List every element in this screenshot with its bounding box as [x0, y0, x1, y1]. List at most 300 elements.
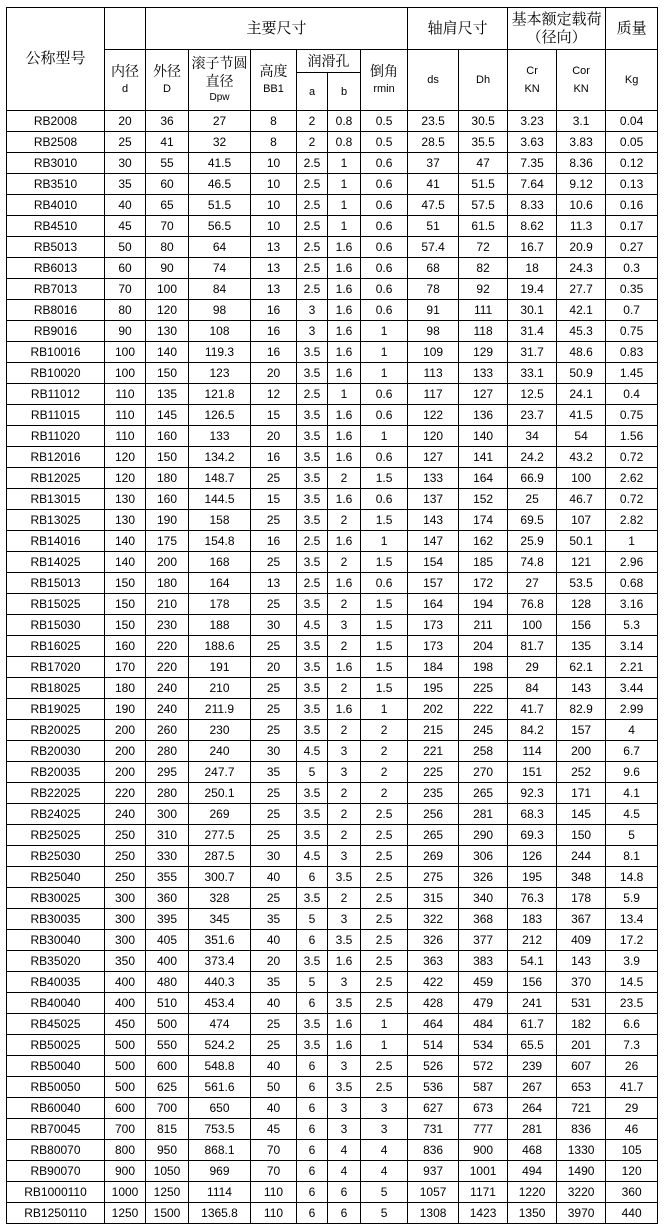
- value-cell: 184: [408, 657, 459, 678]
- value-cell: 70: [251, 1161, 297, 1182]
- value-cell: 28.5: [408, 132, 459, 153]
- value-cell: 459: [459, 972, 508, 993]
- value-cell: 1423: [459, 1203, 508, 1224]
- value-cell: 190: [146, 510, 189, 531]
- value-cell: 450: [105, 1014, 146, 1035]
- value-cell: 290: [459, 825, 508, 846]
- value-cell: 3: [361, 1119, 408, 1140]
- value-cell: 367: [557, 909, 606, 930]
- header-lube-a: a: [297, 73, 328, 111]
- model-cell: RB50040: [7, 1056, 105, 1077]
- value-cell: 100: [105, 342, 146, 363]
- value-cell: 1000: [105, 1182, 146, 1203]
- value-cell: 600: [146, 1056, 189, 1077]
- value-cell: 195: [508, 867, 557, 888]
- model-cell: RB1250110: [7, 1203, 105, 1224]
- value-cell: 510: [146, 993, 189, 1014]
- table-row: [7, 720, 658, 741]
- value-cell: 222: [459, 699, 508, 720]
- value-cell: 8: [251, 111, 297, 132]
- value-cell: 25: [251, 468, 297, 489]
- value-cell: 150: [557, 825, 606, 846]
- value-cell: 137: [408, 489, 459, 510]
- value-cell: 45.3: [557, 321, 606, 342]
- value-cell: 0.72: [606, 447, 658, 468]
- value-cell: 1114: [189, 1182, 251, 1203]
- value-cell: 100: [105, 363, 146, 384]
- value-cell: 16.7: [508, 237, 557, 258]
- value-cell: 2: [328, 636, 361, 657]
- value-cell: 200: [557, 741, 606, 762]
- value-cell: 6: [297, 930, 328, 951]
- value-cell: 2.5: [361, 888, 408, 909]
- value-cell: 33.1: [508, 363, 557, 384]
- value-cell: 267: [508, 1077, 557, 1098]
- table-body: [7, 111, 658, 1224]
- value-cell: 15: [251, 405, 297, 426]
- value-cell: 36: [146, 111, 189, 132]
- value-cell: 25: [251, 888, 297, 909]
- value-cell: 3.5: [297, 468, 328, 489]
- value-cell: 500: [105, 1035, 146, 1056]
- table-row: [7, 1161, 658, 1182]
- value-cell: 328: [189, 888, 251, 909]
- model-cell: RB17020: [7, 657, 105, 678]
- value-cell: 26: [606, 1056, 658, 1077]
- value-cell: 6: [328, 1203, 361, 1224]
- table-row: [7, 573, 658, 594]
- value-cell: 25: [251, 720, 297, 741]
- value-cell: 6: [297, 1056, 328, 1077]
- value-cell: 275: [408, 867, 459, 888]
- value-cell: 607: [557, 1056, 606, 1077]
- value-cell: 3.63: [508, 132, 557, 153]
- value-cell: 0.6: [361, 573, 408, 594]
- value-cell: 1.6: [328, 951, 361, 972]
- value-cell: 368: [459, 909, 508, 930]
- value-cell: 3.5: [297, 1035, 328, 1056]
- value-cell: 123: [189, 363, 251, 384]
- value-cell: 2: [328, 783, 361, 804]
- value-cell: 126.5: [189, 405, 251, 426]
- header-mass: 质量: [606, 8, 658, 50]
- value-cell: 526: [408, 1056, 459, 1077]
- table-row: [7, 825, 658, 846]
- value-cell: 1.6: [328, 447, 361, 468]
- value-cell: 70: [251, 1140, 297, 1161]
- value-cell: 3.5: [297, 825, 328, 846]
- value-cell: 35: [251, 762, 297, 783]
- value-cell: 151: [508, 762, 557, 783]
- table-row: [7, 363, 658, 384]
- table-row: [7, 531, 658, 552]
- value-cell: 92.3: [508, 783, 557, 804]
- value-cell: 2.5: [297, 279, 328, 300]
- value-cell: 1500: [146, 1203, 189, 1224]
- model-cell: RB50025: [7, 1035, 105, 1056]
- value-cell: 464: [408, 1014, 459, 1035]
- value-cell: 50.9: [557, 363, 606, 384]
- value-cell: 3: [297, 300, 328, 321]
- value-cell: 315: [408, 888, 459, 909]
- value-cell: 3: [328, 909, 361, 930]
- header-cr: Cr KN: [508, 50, 557, 111]
- value-cell: 25: [251, 1035, 297, 1056]
- value-cell: 440.3: [189, 972, 251, 993]
- value-cell: 3.9: [606, 951, 658, 972]
- value-cell: 300: [105, 909, 146, 930]
- table-row: [7, 132, 658, 153]
- value-cell: 3: [328, 1056, 361, 1077]
- value-cell: 3.5: [297, 426, 328, 447]
- value-cell: 180: [146, 468, 189, 489]
- header-ds: ds: [408, 50, 459, 111]
- value-cell: 140: [459, 426, 508, 447]
- value-cell: 2: [328, 468, 361, 489]
- value-cell: 200: [105, 741, 146, 762]
- value-cell: 0.6: [361, 279, 408, 300]
- value-cell: 200: [105, 762, 146, 783]
- value-cell: 587: [459, 1077, 508, 1098]
- value-cell: 1.6: [328, 279, 361, 300]
- value-cell: 600: [105, 1098, 146, 1119]
- value-cell: 422: [408, 972, 459, 993]
- value-cell: 14.5: [606, 972, 658, 993]
- value-cell: 1.5: [361, 510, 408, 531]
- model-cell: RB2508: [7, 132, 105, 153]
- value-cell: 310: [146, 825, 189, 846]
- value-cell: 300: [105, 888, 146, 909]
- value-cell: 400: [105, 972, 146, 993]
- header-shoulder-dims: 轴肩尺寸: [408, 8, 508, 50]
- value-cell: 111: [459, 300, 508, 321]
- value-cell: 133: [189, 426, 251, 447]
- value-cell: 200: [146, 552, 189, 573]
- value-cell: 110: [251, 1203, 297, 1224]
- value-cell: 225: [459, 678, 508, 699]
- value-cell: 0.6: [361, 447, 408, 468]
- value-cell: 0.17: [606, 216, 658, 237]
- model-cell: RB20035: [7, 762, 105, 783]
- value-cell: 156: [508, 972, 557, 993]
- value-cell: 188.6: [189, 636, 251, 657]
- model-cell: RB80070: [7, 1140, 105, 1161]
- value-cell: 1220: [508, 1182, 557, 1203]
- value-cell: 3.5: [328, 930, 361, 951]
- value-cell: 373.4: [189, 951, 251, 972]
- value-cell: 627: [408, 1098, 459, 1119]
- value-cell: 56.5: [189, 216, 251, 237]
- table-row: [7, 552, 658, 573]
- value-cell: 1.6: [328, 363, 361, 384]
- value-cell: 9.12: [557, 174, 606, 195]
- value-cell: 46.7: [557, 489, 606, 510]
- value-cell: 8.62: [508, 216, 557, 237]
- value-cell: 168: [189, 552, 251, 573]
- model-cell: RB70045: [7, 1119, 105, 1140]
- value-cell: 6: [297, 1077, 328, 1098]
- model-cell: RB18025: [7, 678, 105, 699]
- value-cell: 3: [328, 1098, 361, 1119]
- header-mass-unit: Kg: [606, 50, 658, 111]
- value-cell: 1: [361, 321, 408, 342]
- value-cell: 69.5: [508, 510, 557, 531]
- value-cell: 2.5: [297, 573, 328, 594]
- value-cell: 395: [146, 909, 189, 930]
- value-cell: 1.6: [328, 237, 361, 258]
- value-cell: 150: [105, 594, 146, 615]
- value-cell: 18: [508, 258, 557, 279]
- value-cell: 3.5: [297, 489, 328, 510]
- model-cell: RB11015: [7, 405, 105, 426]
- value-cell: 6: [297, 1098, 328, 1119]
- value-cell: 548.8: [189, 1056, 251, 1077]
- model-cell: RB25030: [7, 846, 105, 867]
- value-cell: 127: [408, 447, 459, 468]
- value-cell: 25: [251, 825, 297, 846]
- table-row: [7, 153, 658, 174]
- model-cell: RB22025: [7, 783, 105, 804]
- header-lube-b: b: [328, 73, 361, 111]
- value-cell: 2.5: [361, 804, 408, 825]
- value-cell: 17.2: [606, 930, 658, 951]
- value-cell: 0.8: [328, 111, 361, 132]
- value-cell: 836: [408, 1140, 459, 1161]
- table-row: [7, 468, 658, 489]
- value-cell: 2.5: [297, 195, 328, 216]
- value-cell: 400: [105, 993, 146, 1014]
- value-cell: 8: [251, 132, 297, 153]
- value-cell: 114: [508, 741, 557, 762]
- value-cell: 0.05: [606, 132, 658, 153]
- value-cell: 118: [459, 321, 508, 342]
- value-cell: 30: [251, 615, 297, 636]
- value-cell: 0.6: [361, 195, 408, 216]
- value-cell: 144.5: [189, 489, 251, 510]
- value-cell: 57.4: [408, 237, 459, 258]
- value-cell: 3: [328, 741, 361, 762]
- value-cell: 4.5: [297, 615, 328, 636]
- value-cell: 40: [251, 930, 297, 951]
- value-cell: 25: [251, 552, 297, 573]
- value-cell: 13: [251, 258, 297, 279]
- value-cell: 1057: [408, 1182, 459, 1203]
- value-cell: 1: [361, 363, 408, 384]
- value-cell: 84: [508, 678, 557, 699]
- value-cell: 25: [251, 783, 297, 804]
- value-cell: 211.9: [189, 699, 251, 720]
- value-cell: 4.5: [606, 804, 658, 825]
- value-cell: 41.5: [557, 405, 606, 426]
- value-cell: 1171: [459, 1182, 508, 1203]
- value-cell: 46.5: [189, 174, 251, 195]
- value-cell: 345: [189, 909, 251, 930]
- value-cell: 84.2: [508, 720, 557, 741]
- table-row: [7, 1098, 658, 1119]
- value-cell: 230: [189, 720, 251, 741]
- value-cell: 180: [146, 573, 189, 594]
- value-cell: 150: [146, 363, 189, 384]
- value-cell: 72: [459, 237, 508, 258]
- value-cell: 154: [408, 552, 459, 573]
- value-cell: 194: [459, 594, 508, 615]
- value-cell: 1.6: [328, 1035, 361, 1056]
- value-cell: 35.5: [459, 132, 508, 153]
- value-cell: 350: [105, 951, 146, 972]
- value-cell: 3.5: [297, 363, 328, 384]
- value-cell: 135: [146, 384, 189, 405]
- value-cell: 500: [105, 1077, 146, 1098]
- value-cell: 31.4: [508, 321, 557, 342]
- table-row: [7, 489, 658, 510]
- value-cell: 1.6: [328, 321, 361, 342]
- value-cell: 1.6: [328, 405, 361, 426]
- value-cell: 178: [189, 594, 251, 615]
- value-cell: 5: [606, 825, 658, 846]
- bearing-spec-table: [6, 7, 658, 1224]
- value-cell: 120: [606, 1161, 658, 1182]
- value-cell: 4.1: [606, 783, 658, 804]
- value-cell: 3: [328, 1119, 361, 1140]
- value-cell: 1.6: [328, 489, 361, 510]
- value-cell: 969: [189, 1161, 251, 1182]
- value-cell: 53.5: [557, 573, 606, 594]
- value-cell: 6.7: [606, 741, 658, 762]
- value-cell: 41: [146, 132, 189, 153]
- value-cell: 190: [105, 699, 146, 720]
- value-cell: 10: [251, 195, 297, 216]
- value-cell: 133: [459, 363, 508, 384]
- value-cell: 202: [408, 699, 459, 720]
- value-cell: 6: [297, 1119, 328, 1140]
- value-cell: 212: [508, 930, 557, 951]
- value-cell: 16: [251, 531, 297, 552]
- header-height: 高度 BB1: [251, 50, 297, 111]
- value-cell: 7.64: [508, 174, 557, 195]
- value-cell: 3.5: [297, 594, 328, 615]
- value-cell: 0.72: [606, 489, 658, 510]
- value-cell: 119.3: [189, 342, 251, 363]
- value-cell: 0.3: [606, 258, 658, 279]
- value-cell: 32: [189, 132, 251, 153]
- table-row: [7, 1119, 658, 1140]
- table-row: [7, 426, 658, 447]
- value-cell: 500: [105, 1056, 146, 1077]
- value-cell: 180: [105, 678, 146, 699]
- value-cell: 1: [328, 153, 361, 174]
- value-cell: 10: [251, 216, 297, 237]
- value-cell: 650: [189, 1098, 251, 1119]
- value-cell: 141: [459, 447, 508, 468]
- value-cell: 2.5: [361, 972, 408, 993]
- model-cell: RB10020: [7, 363, 105, 384]
- value-cell: 800: [105, 1140, 146, 1161]
- value-cell: 133: [408, 468, 459, 489]
- value-cell: 145: [557, 804, 606, 825]
- model-cell: RB20030: [7, 741, 105, 762]
- model-cell: RB30035: [7, 909, 105, 930]
- value-cell: 20: [251, 363, 297, 384]
- value-cell: 25: [251, 699, 297, 720]
- value-cell: 220: [105, 783, 146, 804]
- table-row: [7, 447, 658, 468]
- value-cell: 2.5: [361, 930, 408, 951]
- value-cell: 258: [459, 741, 508, 762]
- value-cell: 306: [459, 846, 508, 867]
- value-cell: 109: [408, 342, 459, 363]
- header-load-rating: 基本额定载荷（径向）: [508, 8, 606, 50]
- value-cell: 2: [297, 132, 328, 153]
- value-cell: 140: [146, 342, 189, 363]
- value-cell: 20: [251, 657, 297, 678]
- value-cell: 25: [251, 1014, 297, 1035]
- value-cell: 351.6: [189, 930, 251, 951]
- value-cell: 40: [251, 1056, 297, 1077]
- table-row: [7, 111, 658, 132]
- value-cell: 2.21: [606, 657, 658, 678]
- value-cell: 30: [105, 153, 146, 174]
- value-cell: 1.5: [361, 468, 408, 489]
- value-cell: 6: [328, 1182, 361, 1203]
- value-cell: 1: [328, 195, 361, 216]
- model-cell: RB16025: [7, 636, 105, 657]
- value-cell: 50.1: [557, 531, 606, 552]
- value-cell: 51: [408, 216, 459, 237]
- value-cell: 41: [408, 174, 459, 195]
- value-cell: 113: [408, 363, 459, 384]
- value-cell: 140: [105, 531, 146, 552]
- value-cell: 3.5: [297, 678, 328, 699]
- value-cell: 1.6: [328, 573, 361, 594]
- value-cell: 836: [557, 1119, 606, 1140]
- value-cell: 950: [146, 1140, 189, 1161]
- value-cell: 0.6: [361, 405, 408, 426]
- value-cell: 260: [146, 720, 189, 741]
- value-cell: 61.5: [459, 216, 508, 237]
- value-cell: 50: [105, 237, 146, 258]
- value-cell: 1.6: [328, 426, 361, 447]
- value-cell: 534: [459, 1035, 508, 1056]
- value-cell: 2.5: [297, 237, 328, 258]
- value-cell: 23.5: [408, 111, 459, 132]
- value-cell: 409: [557, 930, 606, 951]
- value-cell: 120: [105, 468, 146, 489]
- value-cell: 46: [606, 1119, 658, 1140]
- value-cell: 130: [105, 489, 146, 510]
- value-cell: 121: [557, 552, 606, 573]
- value-cell: 1.6: [328, 657, 361, 678]
- value-cell: 5.9: [606, 888, 658, 909]
- value-cell: 0.4: [606, 384, 658, 405]
- value-cell: 480: [146, 972, 189, 993]
- value-cell: 0.6: [361, 216, 408, 237]
- model-cell: RB10016: [7, 342, 105, 363]
- table-row: [7, 636, 658, 657]
- value-cell: 1.5: [361, 657, 408, 678]
- header-blank: [105, 8, 146, 50]
- value-cell: 69.3: [508, 825, 557, 846]
- value-cell: 136: [459, 405, 508, 426]
- value-cell: 2.5: [361, 993, 408, 1014]
- value-cell: 0.16: [606, 195, 658, 216]
- value-cell: 2: [361, 762, 408, 783]
- value-cell: 15: [251, 489, 297, 510]
- value-cell: 3.5: [297, 783, 328, 804]
- table-row: [7, 909, 658, 930]
- value-cell: 25: [508, 489, 557, 510]
- value-cell: 531: [557, 993, 606, 1014]
- value-cell: 400: [146, 951, 189, 972]
